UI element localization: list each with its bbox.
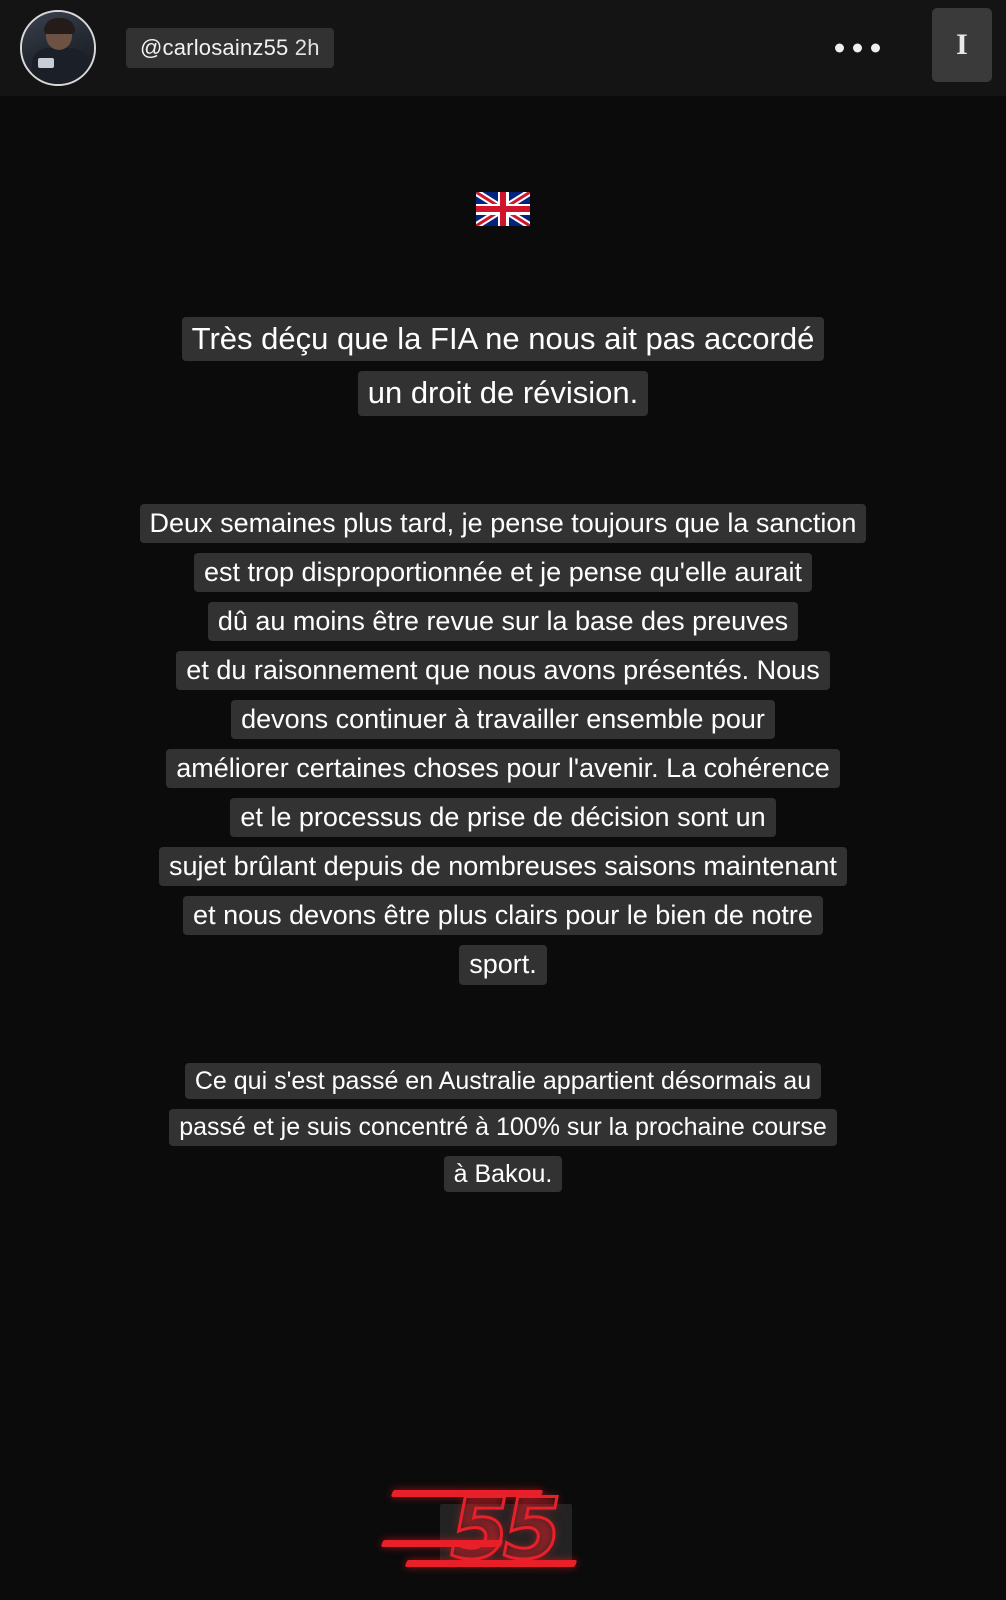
captions-icon: I [956,28,968,61]
text-line: Ce qui s'est passé en Australie appartient désormais au [185,1063,821,1100]
text-line: et le processus de prise de décision sont un [230,798,775,837]
story-text-block [70,226,936,1197]
text-line: sujet brûlant depuis de nombreuses saisons maintenant [159,847,847,886]
username-text: @carlosainz55 [140,35,289,60]
logo-container [70,1454,936,1578]
dot-1 [835,44,844,53]
captions-toggle-button[interactable] [932,8,992,82]
text-line: Très déçu que la FIA ne nous ait pas accordé [182,317,825,361]
paragraph-3 [70,1058,936,1198]
more-options-icon[interactable] [827,36,888,61]
dot-2 [853,44,862,53]
username-label[interactable] [126,28,334,68]
text-line: à Bakou. [444,1156,563,1193]
text-line: et du raisonnement que nous avons présentés. Nous [176,651,829,690]
avatar[interactable] [20,10,96,86]
dot-3 [871,44,880,53]
paragraph-2 [70,499,936,990]
text-line: et nous devons être plus clairs pour le bien de notre [183,896,823,935]
avatar-hair [44,18,75,34]
sainz-55-logo [388,1474,618,1578]
text-line: sport. [459,945,547,984]
text-line: est trop disproportionnée et je pense qu'elle aurait [194,553,812,592]
avatar-badge [38,58,54,68]
text-line: dû au moins être revue sur la base des preuves [208,602,798,641]
story-content [0,96,1006,1600]
logo-text: 55 [450,1480,556,1578]
text-line: passé et je suis concentré à 100% sur la prochaine course [169,1109,837,1146]
uk-flag-icon [476,192,530,226]
story-header [0,0,1006,96]
text-line: Deux semaines plus tard, je pense toujours que la sanction [140,504,867,543]
timestamp-text: 2h [294,35,320,60]
text-line: devons continuer à travailler ensemble pour [231,700,775,739]
paragraph-1 [70,312,936,421]
text-line: un droit de révision. [358,371,649,415]
text-line: améliorer certaines choses pour l'avenir. La cohérence [166,749,840,788]
